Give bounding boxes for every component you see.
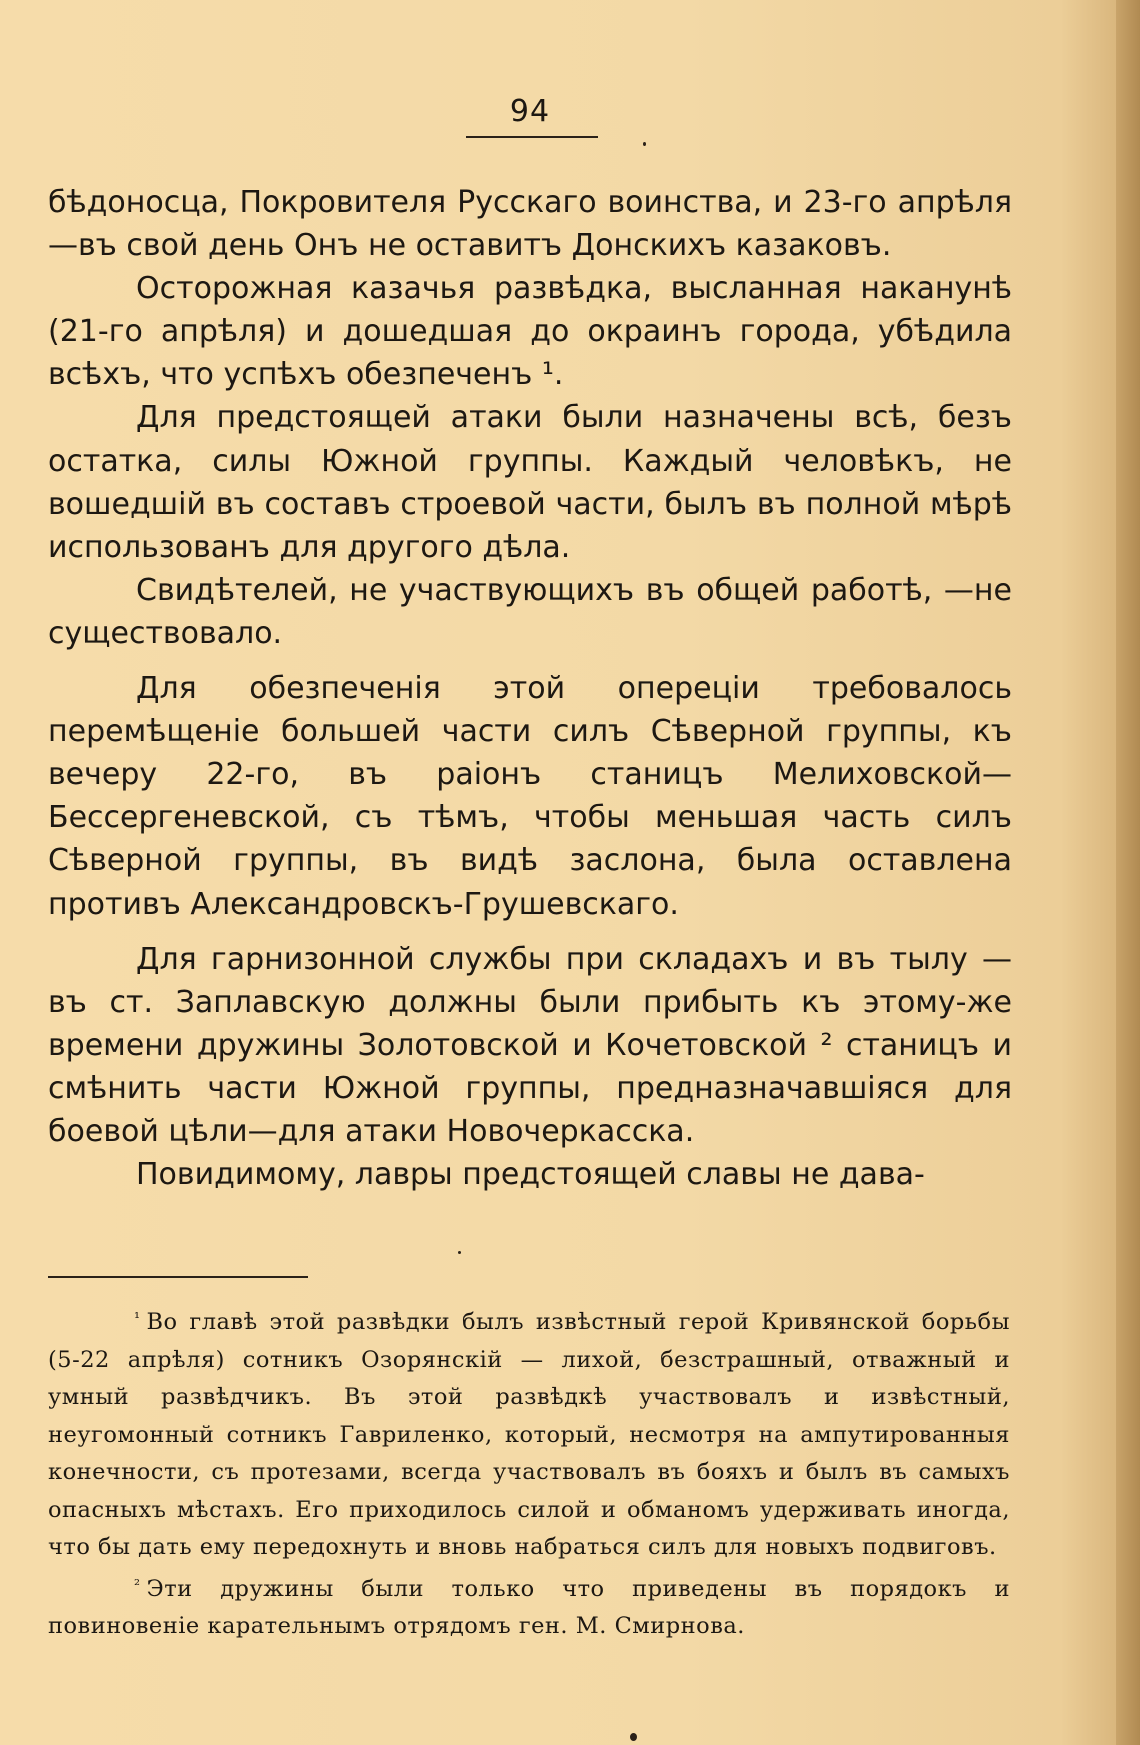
- paper-speck: [643, 142, 646, 146]
- main-text: [48, 181, 1012, 1196]
- page-number-underline: [466, 136, 598, 138]
- page-gutter-shadow: [1116, 0, 1140, 1745]
- footnote-1-text: Во главѣ этой развѣдки былъ извѣстный герой Кривянской борьбы (5-22 апрѣля) сотникъ Озорянскій — лихой, безстрашный, отважный и умный развѣдчикъ. Въ этой развѣдкѣ участвовалъ и извѣстный, неугомонный сотникъ Гавриленко, который, несмотря на ампутированныя конечности, съ протезами, всегда участвовалъ въ бояхъ и былъ въ самыхъ опасныхъ мѣстахъ. Его приходилось силой и обманомъ удерживать иногда, что бы дать ему передохнуть и вновь набраться силъ для новыхъ подвиговъ.: [48, 1309, 1010, 1560]
- footnotes: [48, 1300, 1010, 1646]
- footnote-2-text: Эти дружины были только что приведены въ порядокъ и повиновеніе карательнымъ отрядомъ ген. М. Смирнова.: [48, 1575, 1010, 1639]
- footnote-2: [48, 1567, 1010, 1646]
- footnote-2-marker: ²: [134, 1575, 141, 1594]
- page-number: 94: [509, 94, 551, 129]
- paragraph-northern-group: Для обезпеченія этой опереціи требовалось перемѣщеніе большей части силъ Сѣверной группы, къ вечеру 22-го, въ раіонъ станицъ Мелиховской—Бессергеневской, съ тѣмъ, чтобы меньшая часть силъ Сѣверной группы, въ видѣ заслона, была оставлена противъ Александровскъ-Грушевскаго.: [48, 671, 1012, 922]
- paragraph-continued: бѣдоносца, Покровителя Русскаго воинства, и 23-го апрѣля—въ свой день Онъ не оставитъ Донскихъ казаковъ.: [48, 185, 1012, 264]
- paper-speck: [630, 1733, 637, 1741]
- footnote-separator: [48, 1276, 308, 1278]
- paper-speck: [458, 1251, 461, 1254]
- paragraph-garrison: Для гарнизонной службы при складахъ и въ тылу —въ ст. Заплавскую должны были прибыть къ этому-же времени дружины Золотовской и Кочетовской ² станицъ и смѣнить части Южной группы, предназначавшіяся для боевой цѣли—для атаки Новочеркасска.: [48, 941, 1012, 1149]
- paragraph-attack-forces: Для предстоящей атаки были назначены всѣ, безъ остатка, силы Южной группы. Каждый человѣкъ, не вошедшій въ составъ строевой части, былъ въ полной мѣрѣ использованъ для другого дѣла.: [48, 400, 1012, 565]
- paragraph-witnesses: Свидѣтелей, не участвующихъ въ общей работѣ, —не существовало.: [48, 572, 1012, 651]
- footnote-1: [48, 1300, 1010, 1567]
- paragraph-laurels: Повидимому, лавры предстоящей славы не дава-: [136, 1157, 925, 1193]
- footnote-1-marker: ¹: [134, 1309, 141, 1327]
- paragraph-reconnaissance: Осторожная казачья развѣдка, высланная наканунѣ (21-го апрѣля) и дошедшая до окраинъ города, убѣдила всѣхъ, что успѣхъ обезпеченъ ¹.: [48, 271, 1012, 393]
